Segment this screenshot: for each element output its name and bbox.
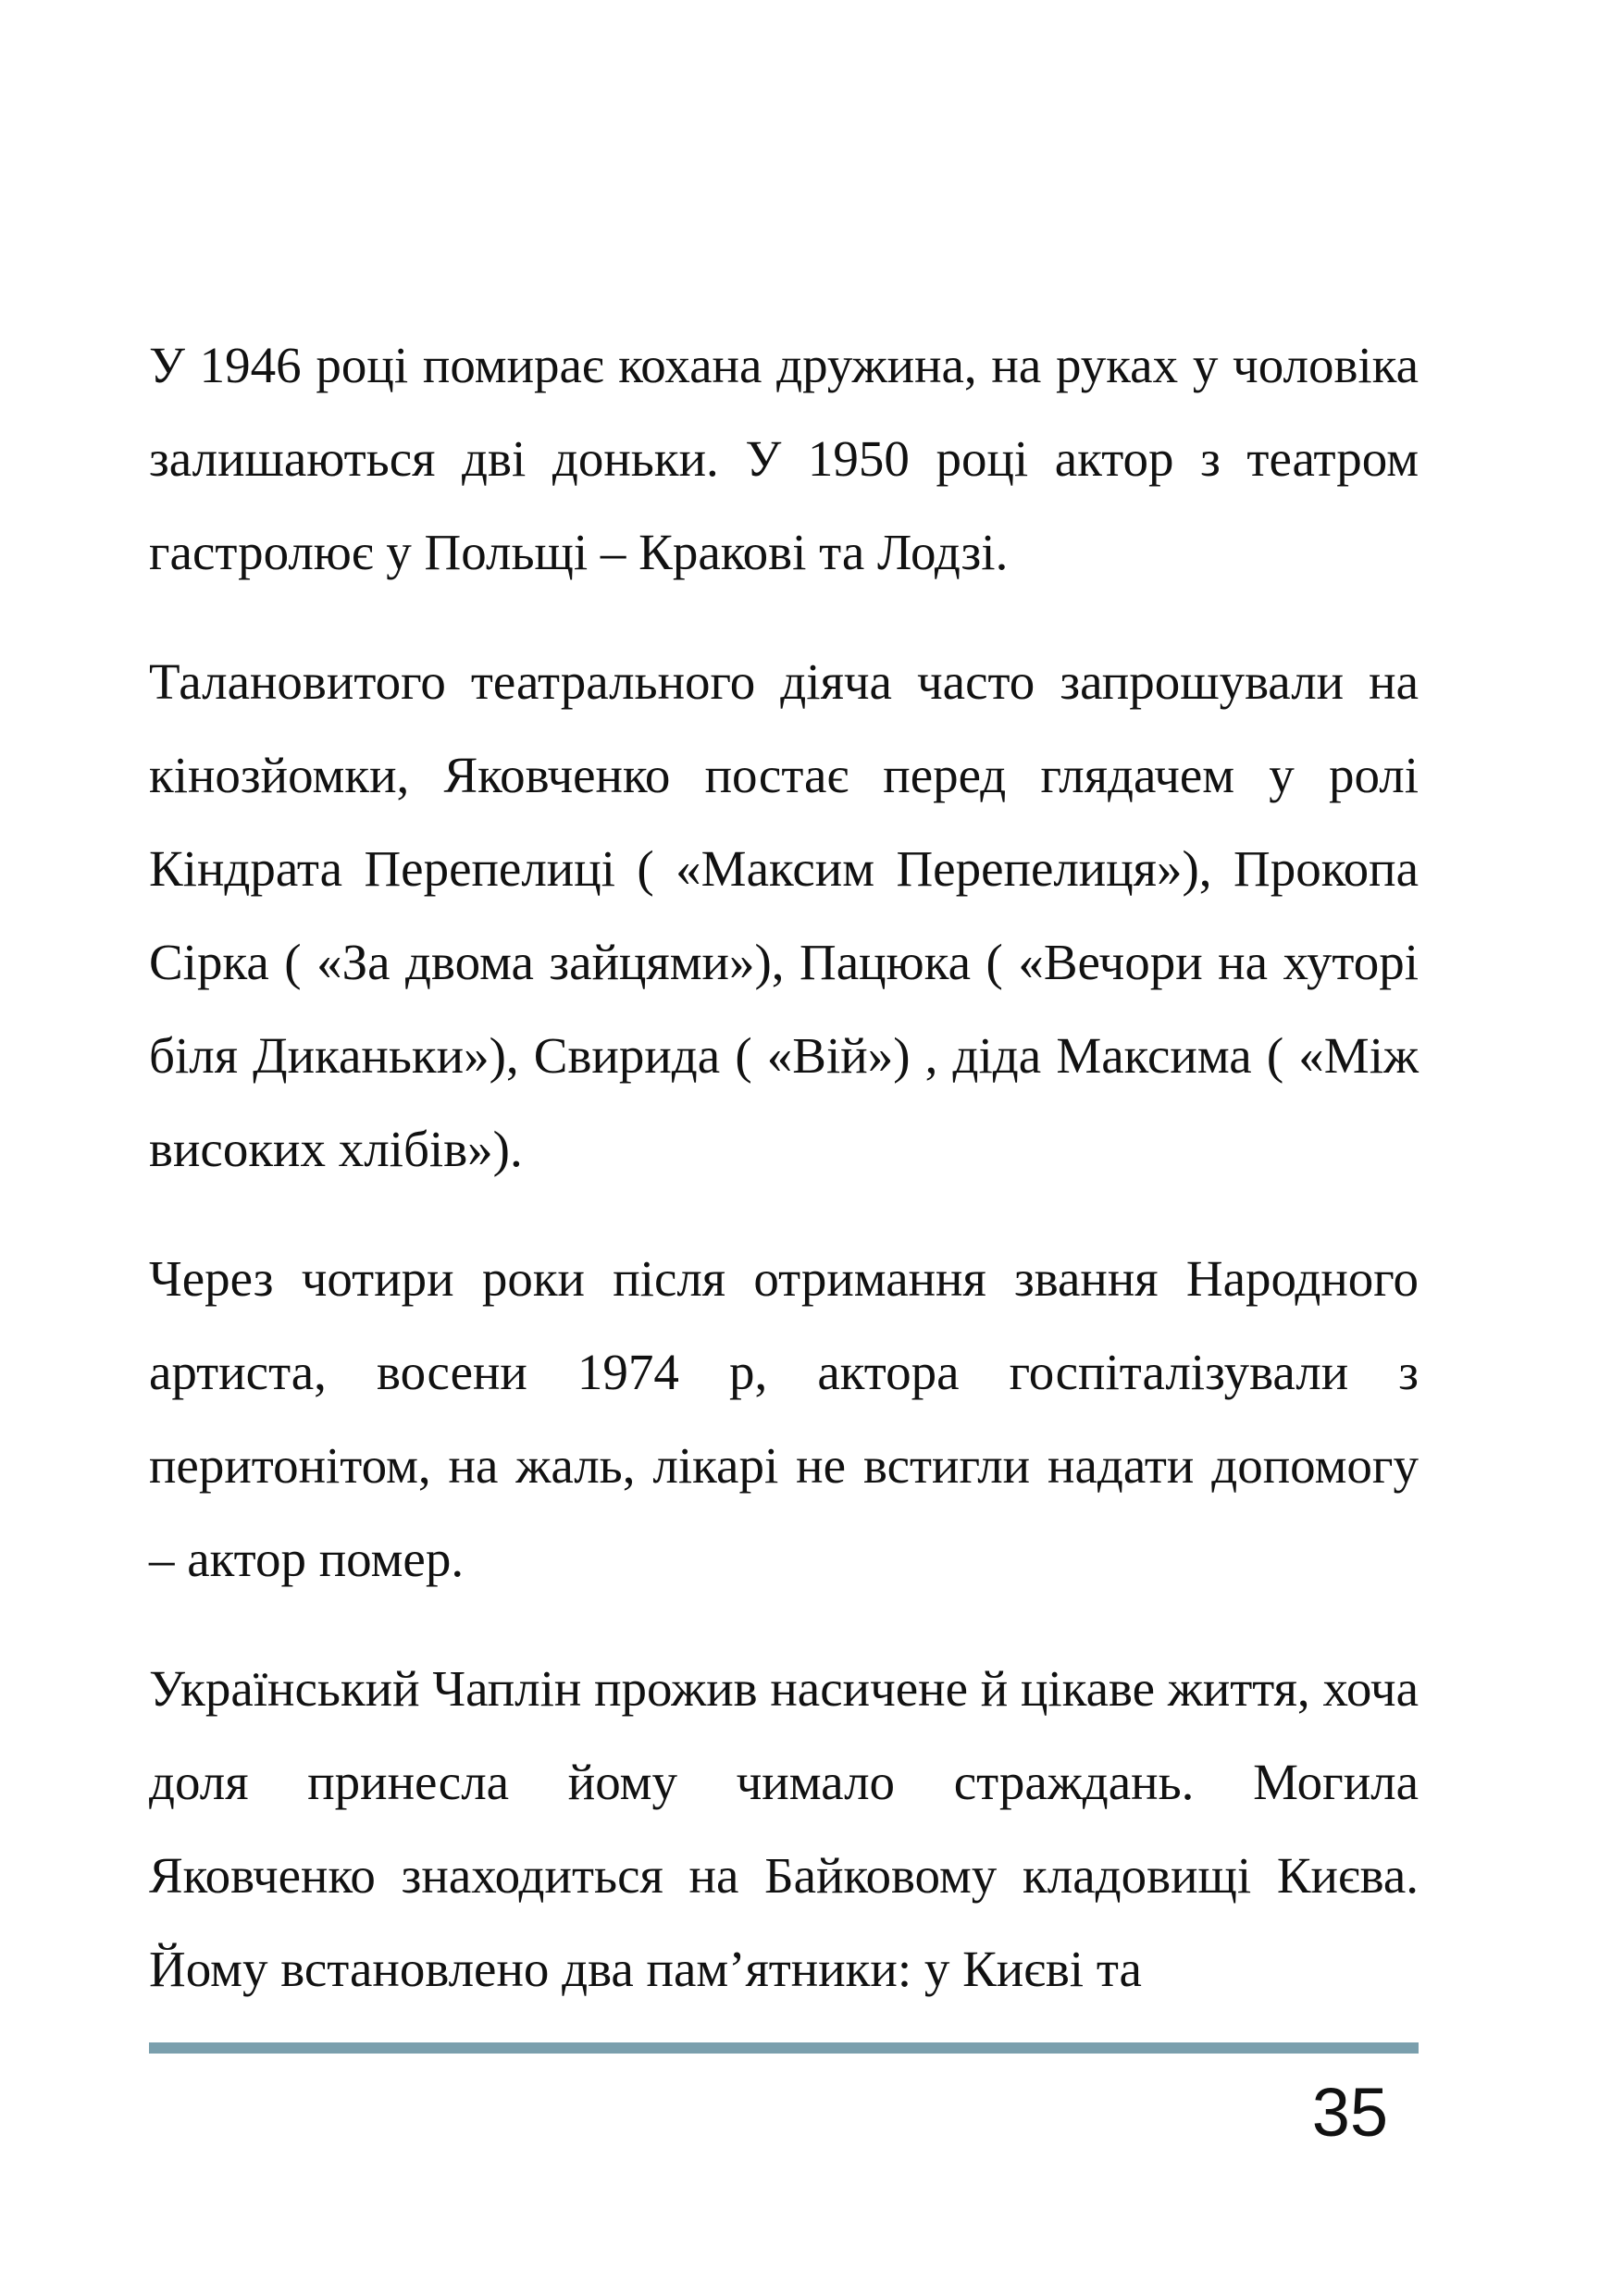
page-body [149,318,1419,2052]
paragraph-1: У 1946 році помирає кохана дружина, на руках у чоловіка залишаються дві доньки. У 1950 році актор з театром гастролює у Польщі – Кракові та Лодзі. [149,337,1419,580]
paragraph-4: Український Чаплін прожив насичене й цікаве життя, хоча доля принесла йому чимало страждань. Могила Яковченко знаходиться на Байковому кладовищі Києва. Йому встановлено два пам’ятники: у Києві та [149,1660,1419,1997]
footer-rule [149,2042,1419,2054]
page-number: 35 [1311,2074,1388,2151]
paragraph-3: Через чотири роки після отримання звання Народного артиста, восени 1974 р, актора госпіталізували з перитонітом, на жаль, лікарі не встигли надати допомогу – актор помер. [149,1250,1419,1587]
paragraph-2: Талановитого театрального діяча часто запрошували на кінозйомки, Яковченко постає перед глядачем у ролі Кіндрата Перепелиці ( «Максим Перепелиця»), Прокопа Сірка ( «За двома зайцями»), Пацюка ( «Вечори на хуторі біля Диканьки»), Свирида ( «Вій») , діда Максима ( «Між високих хлібів»). [149,653,1419,1177]
